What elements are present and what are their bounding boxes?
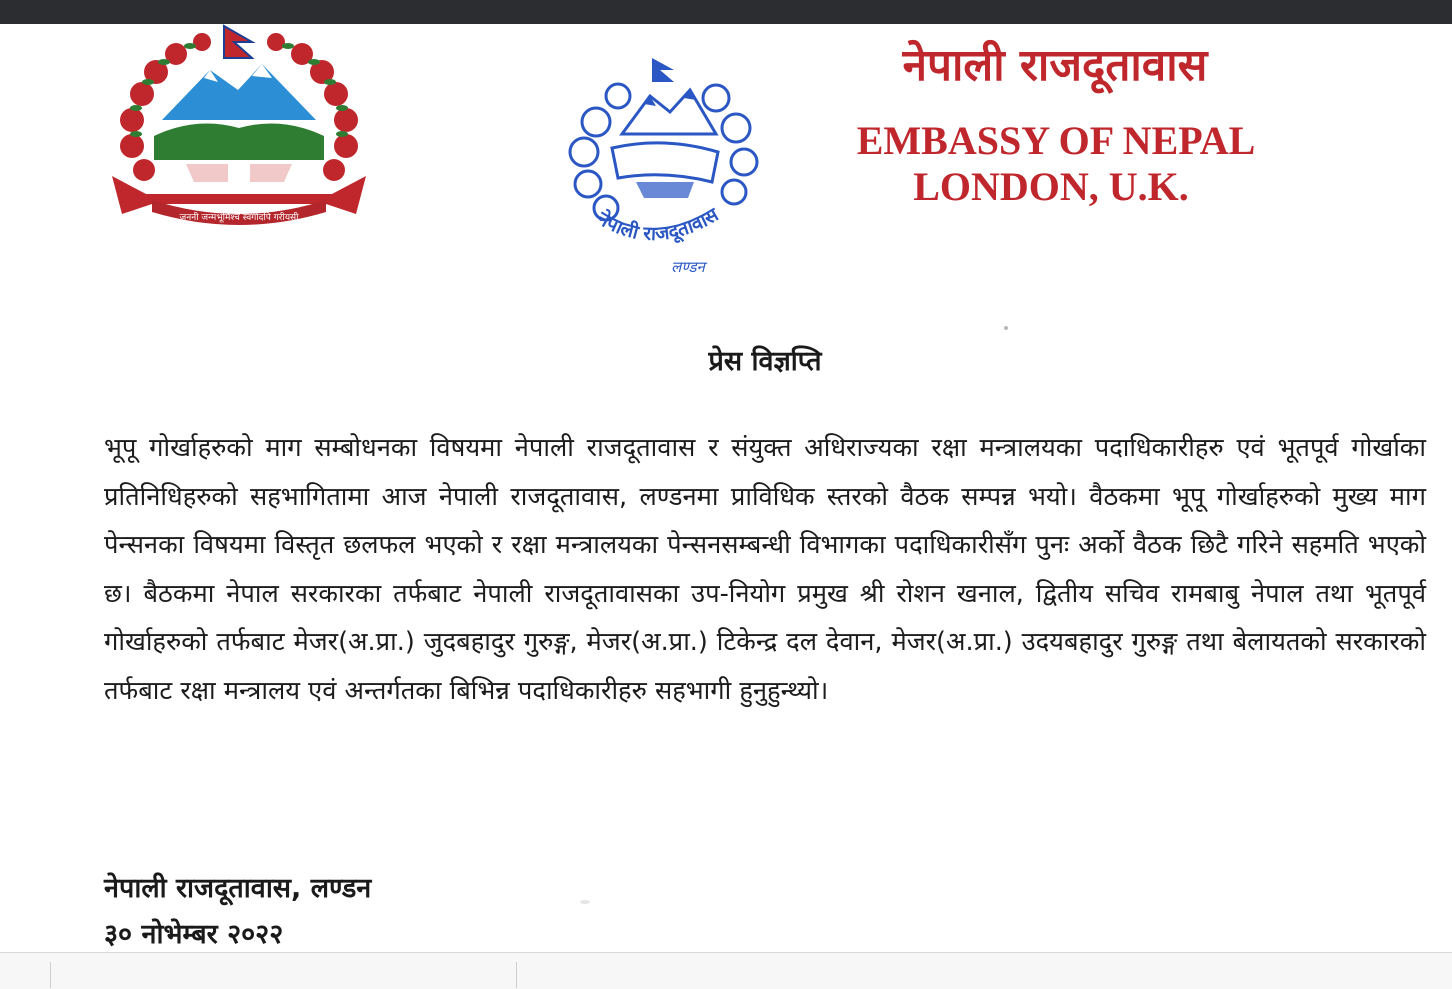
signature-office: नेपाली राजदूतावास, लण्डन [104, 873, 372, 904]
window-top-bar [0, 0, 1452, 24]
svg-text:नेपाली राजदूतावास [593, 203, 724, 246]
paper-speck [1004, 326, 1008, 330]
signature-block [104, 866, 371, 958]
seal-text-main: नेपाली राजदूतावास [593, 203, 723, 246]
page-bottom-edge [0, 952, 1452, 989]
press-release-body: भूपू गोर्खाहरुको माग सम्बोधनका विषयमा नेपाली राजदूतावास र संयुक्त अधिराज्यका रक्षा मन्त्रालयका पदाधिकारीहरु एवं भूतपूर्व गोर्खाका प्रतिनिधिहरुको सहभागितामा आज नेपाली राजदूतावास, लण्डनमा प्राविधिक स्तरको वैठक सम्पन्न भयो। वैठकमा भूपू गोर्खाहरुको मुख्य माग पेन्सनका विषयमा विस्तृत छलफल भएको र रक्षा मन्त्रालयका पेन्सनसम्बन्धी विभागका पदाधिकारीसँग पुनः अर्को वैठक छिटै गरिने सहमति भएको छ। बैठकमा नेपाल सरकारका तर्फबाट नेपाली राजदूतावासका उप-नियोग प्रमुख श्री रोशन खनाल, द्वितीय सचिव रामबाबु नेपाल तथा भूतपूर्व गोर्खाहरुको तर्फबाट मेजर(अ.प्रा.) जुदबहादुर गुरुङ्ग, मेजर(अ.प्रा.) टिकेन्द्र दल देवान, मेजर(अ.प्रा.) उदयबहादुर गुरुङ्ग तथा बेलायतको सरकारको तर्फबाट रक्षा मन्त्रालय एवं अन्तर्गतका बिभिन्न पदाधिकारीहरु सहभागी हुनुहुन्थ्यो। [104, 433, 1426, 706]
page-divider [50, 962, 51, 988]
seal-text-city: लण्डन [671, 258, 705, 276]
coat-of-arms-icon [106, 24, 372, 236]
press-release-title: प्रेस विज्ञप्ति [708, 346, 822, 377]
nepal-coat-of-arms-logo [106, 24, 372, 236]
emblem-motto: जननी जन्मभूमिश्च स्वर्गादपि गरीयसी [179, 213, 299, 223]
embassy-seal-stamp [566, 52, 762, 278]
header-title-english: EMBASSY OF NEPAL [856, 118, 1256, 163]
header-location: LONDON, U.K. [913, 164, 1189, 209]
page-divider [516, 962, 517, 988]
header-title-nepali: नेपाली राजदूतावास [902, 40, 1208, 91]
release-date: ३० नोभेम्बर २०२२ [104, 919, 284, 950]
seal-emblem-icon [566, 52, 762, 278]
paper-speck [580, 900, 590, 904]
